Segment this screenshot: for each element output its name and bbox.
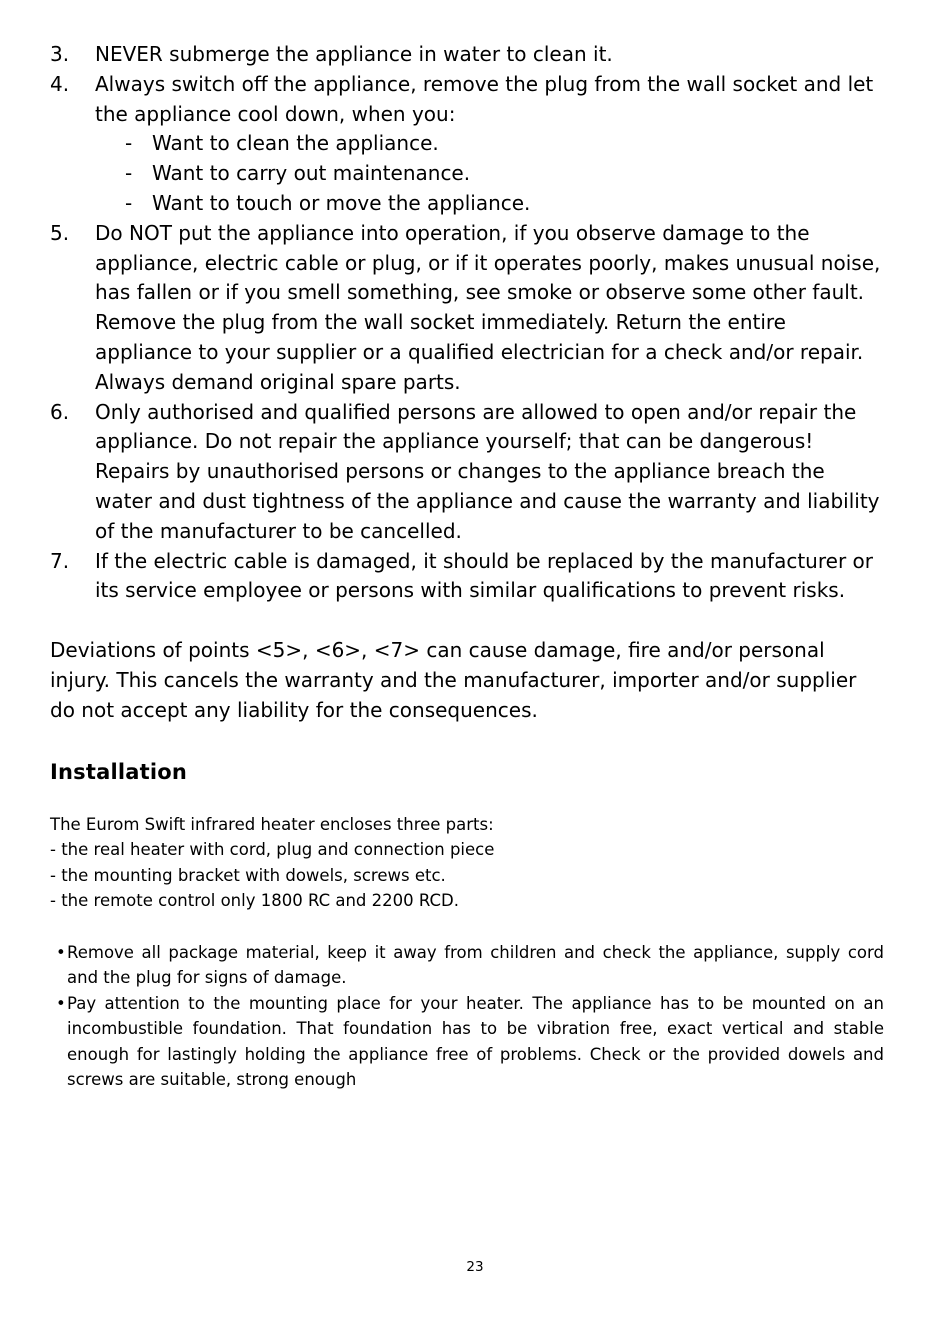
installation-bullet-list (50, 940, 884, 1093)
bullet-item (50, 991, 884, 1093)
sub-item-text: Want to clean the appliance. (152, 131, 439, 156)
installation-intro-text: The Eurom Swift infrared heater encloses three parts: (50, 814, 494, 834)
bullet-marker: • (56, 993, 66, 1013)
list-item-number: 7. (50, 548, 70, 573)
installation-intro-block (50, 812, 884, 914)
list-item-7 (50, 547, 884, 607)
list-item-number: 3. (50, 42, 70, 66)
list-item-3 (50, 40, 884, 70)
list-item-number: 4. (50, 71, 70, 96)
safety-list (50, 40, 884, 606)
list-item-4 (50, 70, 884, 219)
sub-item-text: Want to touch or move the appliance. (152, 190, 531, 215)
list-item-number: 5. (50, 220, 70, 245)
list-item-text: Do NOT put the appliance into operation, if you observe damage to the appliance, electric cable or plug, or if it operates poorly, makes unusual noise, has fallen or if you smell something, see smoke or observe some other fault. Remove the plug from the wall socket immediately. Return the entire appliance to your supplier or a qualified electrician for a check and/or repair. Always demand original spare parts. (95, 220, 881, 394)
list-item-5 (50, 219, 884, 398)
installation-part-line: - the mounting bracket with dowels, screws etc. (50, 865, 446, 885)
list-item-text: If the electric cable is damaged, it should be replaced by the manufacturer or its service employee or persons with similar qualifications to prevent risks. (95, 548, 873, 603)
list-item-number: 6. (50, 399, 70, 424)
sub-list-item (125, 189, 884, 219)
sub-item-dash: - (125, 190, 133, 215)
list-item-text: Always switch off the appliance, remove the plug from the wall socket and let the appliance cool down, when you: (95, 71, 874, 126)
sub-item-dash: - (125, 161, 133, 186)
sub-list-item (125, 129, 884, 159)
sub-list-item (125, 159, 884, 189)
bullet-marker: • (56, 942, 66, 962)
list-item-6 (50, 398, 884, 547)
bullet-text: Pay attention to the mounting place for your heater. The appliance has to be mounted on an incombustible foundation. That foundation has to be vibration free, exact vertical and stable enough for lastingly holding the appliance free of problems. Check or the provided dowels and screws are suitable, strong enough (67, 993, 884, 1090)
installation-part-line: - the real heater with cord, plug and connection piece (50, 840, 495, 860)
list-item-text: Only authorised and qualified persons are allowed to open and/or repair the appliance. Do not repair the appliance yourself; that can be dangerous! Repairs by unauthorised persons or changes to the appliance breach the water and dust tightness of the appliance and cause the warranty and liability of the manufacturer to be cancelled. (95, 399, 880, 543)
deviation-paragraph: Deviations of points <5>, <6>, <7> can cause damage, fire and/or personal injury. This cancels the warranty and the manufacturer, importer and/or supplier do not accept any liability for the consequences. (50, 638, 857, 722)
page-number: 23 (466, 1259, 484, 1275)
installation-heading: Installation (50, 759, 188, 784)
list-item-text: NEVER submerge the appliance in water to clean it. (95, 42, 613, 66)
sub-item-dash: - (125, 131, 133, 156)
installation-part-line: - the remote control only 1800 RC and 2200 RCD. (50, 891, 459, 911)
bullet-text: Remove all package material, keep it away from children and check the appliance, supply cord and the plug for signs of damage. (67, 942, 884, 988)
list-item-body (95, 70, 884, 219)
bullet-item (50, 940, 884, 991)
sub-item-text: Want to carry out maintenance. (152, 161, 471, 186)
